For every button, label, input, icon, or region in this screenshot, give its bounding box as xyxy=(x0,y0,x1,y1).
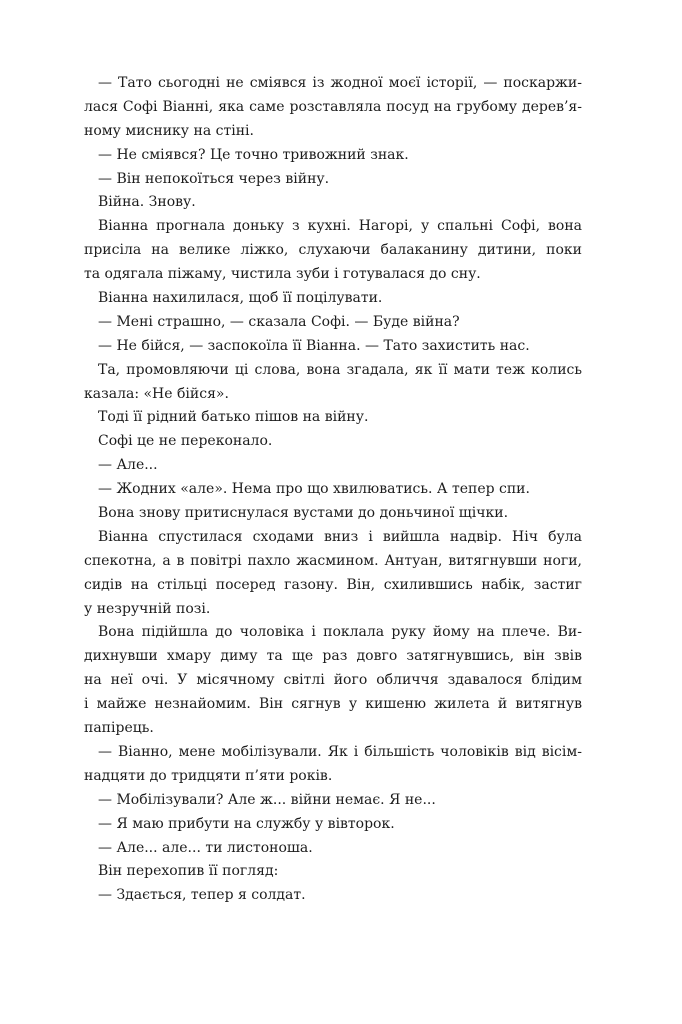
text-line: — Не бійся, — заспокоїла її Віанна. — Тато захистить нас. xyxy=(98,337,530,354)
text-line: ному миснику на стіні. xyxy=(84,122,254,139)
text-line: — Мені страшно, — сказала Софі. — Буде війна? xyxy=(98,313,460,330)
text-line: — Здається, тепер я солдат. xyxy=(98,887,306,904)
text-line: Віанна спустилася сходами вниз і вийшла надвір. Ніч була xyxy=(98,528,582,545)
text-line: Та, промовляючи ці слова, вона згадала, як її мати теж колись xyxy=(98,361,582,378)
text-line: казала: «Не бійся». xyxy=(84,385,229,402)
text-line: Вона знову притиснулася вустами до доньчиної щічки. xyxy=(98,505,509,522)
text-line: лася Софі Віанні, яка саме розставляла посуд на грубому дерев’я- xyxy=(84,98,582,115)
text-line: надцяти до тридцяти п’яти років. xyxy=(84,767,333,784)
text-line: — Жодних «але». Нема про що хвилюватись. А тепер спи. xyxy=(98,481,530,498)
text-line: на неї очі. У місячному світлі його обличчя здавалося блідим xyxy=(84,672,582,689)
text-line: та одягала піжаму, чистила зуби і готувалася до сну. xyxy=(84,266,481,283)
text-line: Війна. Знову. xyxy=(98,194,196,211)
text-line: Тоді її рідний батько пішов на війну. xyxy=(98,409,369,426)
body-text xyxy=(84,72,582,908)
text-line: — Віанно, мене мобілізували. Як і більшість чоловіків від вісім- xyxy=(98,743,582,760)
text-line: Віанна нахилилася, щоб її поцілувати. xyxy=(98,290,383,307)
text-line: — Він непокоїться через війну. xyxy=(98,170,330,187)
text-line: сидів на стільці посеред газону. Він, схилившись набік, застиг xyxy=(84,576,582,593)
text-line: — Я маю прибути на службу у вівторок. xyxy=(98,815,395,832)
text-line: Софі це не переконало. xyxy=(98,433,273,450)
text-line: Віанна прогнала доньку з кухні. Нагорі, у спальні Софі, вона xyxy=(98,218,582,235)
text-line: Вона підійшла до чоловіка і поклала руку йому на плече. Ви- xyxy=(98,624,582,641)
text-line: — Мобілізували? Але ж... війни немає. Я не... xyxy=(98,791,436,808)
text-line: у незручній позі. xyxy=(84,600,211,617)
text-line: Він перехопив її погляд: xyxy=(98,863,279,880)
text-line: папірець. xyxy=(84,720,154,737)
text-line: — Не сміявся? Це точно тривожний знак. xyxy=(98,146,409,163)
text-line: — Тато сьогодні не сміявся із жодної моєї історії, — поскаржи- xyxy=(98,75,582,91)
text-line: спекотна, а в повітрі пахло жасмином. Антуан, витягнувши ноги, xyxy=(84,552,582,569)
text-line: присіла на велике ліжко, слухаючи балаканину дитини, поки xyxy=(84,242,582,259)
text-line: — Але... xyxy=(98,457,158,474)
text-line: — Але... але... ти листоноша. xyxy=(98,839,313,856)
text-line: дихнувши хмару диму та ще раз довго затягнувшись, він звів xyxy=(84,648,582,665)
text-line: і майже незнайомим. Він сягнув у кишеню жилета й витягнув xyxy=(84,696,582,713)
